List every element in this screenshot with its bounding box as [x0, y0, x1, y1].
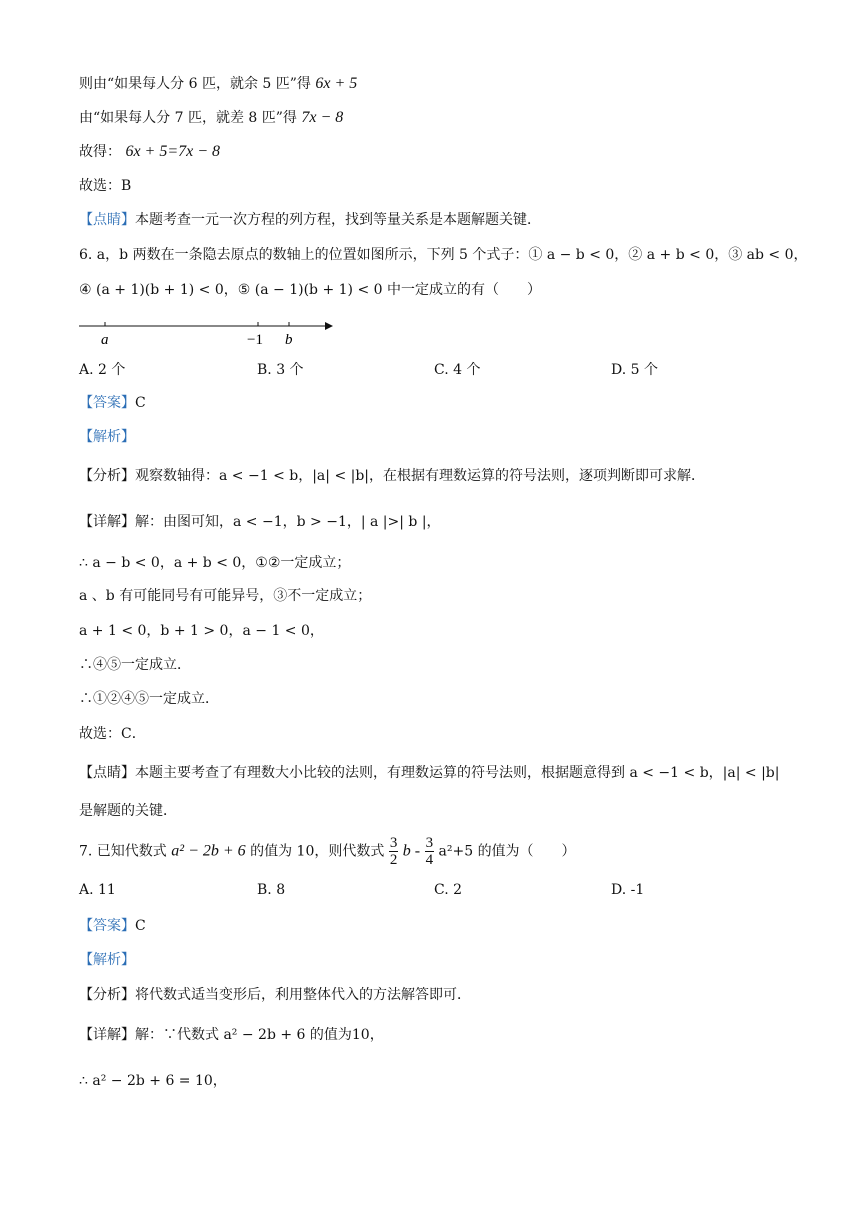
- dianjing-tag: 【点睛】: [79, 765, 135, 781]
- fenxi-line: 【分析】观察数轴得：a < −1 < b，|a| < |b|，在根据有理数运算的符号法则，逐项判断即可求解．: [79, 468, 706, 484]
- choice-line: 故选：C．: [79, 726, 146, 742]
- option-b: B. 8: [257, 882, 286, 898]
- answer-line: 【答案】C: [79, 395, 146, 411]
- step-line: ∴ a² − 2b + 6 = 10，: [79, 1073, 227, 1089]
- math-expression: 7x − 8: [301, 109, 344, 126]
- answer-tag: 【答案】: [79, 395, 135, 411]
- axis-label-a: a: [101, 332, 109, 348]
- option-a: A. 11: [79, 882, 116, 898]
- fenxi-tag: 【分析】: [79, 468, 135, 484]
- dianjing-line: 【点睛】本题考查一元一次方程的列方程，找到等量关系是本题解题关键．: [79, 212, 541, 228]
- fraction: $\frac{3}{2}$: [389, 835, 398, 868]
- option-c: C. 4 个: [434, 362, 481, 378]
- dianjing-line: 【点睛】本题主要考查了有理数大小比较的法则，有理数运算的符号法则，根据题意得到 a < −1 < b，|a| < |b|: [79, 765, 780, 781]
- solution-line: 由“如果每人分 7 匹，就差 8 匹”得 7x − 8: [79, 109, 344, 126]
- question-7-stem: 7. 已知代数式 a² − 2b + 6 的值为 10，则代数式 $\frac{3}{2}$ b - $\frac{3}{4}$ a²+5 的值为（ ）: [79, 835, 576, 868]
- option-d: D. 5 个: [611, 362, 658, 378]
- number-line: [79, 316, 339, 350]
- step-line: a 、b 有可能同号有可能异号，③不一定成立；: [79, 588, 372, 604]
- math-expression: 6x + 5=7x − 8: [125, 143, 221, 160]
- step-line: ∴ a − b < 0，a + b < 0，①②一定成立；: [79, 555, 351, 571]
- xiangjie-line: 【详解】解：∵代数式 a² − 2b + 6 的值为10，: [79, 1027, 384, 1043]
- axis-label-b: b: [285, 332, 293, 348]
- axis-label-minus-one: −1: [247, 332, 263, 348]
- option-b: B. 3 个: [257, 362, 304, 378]
- answer-tag: 【答案】: [79, 918, 135, 934]
- question-6-stem: 6. a，b 两数在一条隐去原点的数轴上的位置如图所示，下列 5 个式子：① a − b < 0，② a + b < 0，③ ab < 0，: [79, 247, 808, 263]
- xiangjie-tag: 【详解】: [79, 1027, 135, 1043]
- xiangjie-tag: 【详解】: [79, 514, 135, 530]
- choice-line: 故选：B: [79, 178, 132, 194]
- step-line: ∴④⑤一定成立．: [79, 657, 191, 673]
- math-expression: 6x + 5: [315, 75, 358, 92]
- math-expression: a² − 2b + 6: [171, 842, 246, 860]
- solution-line: 故得： 6x + 5=7x − 8: [79, 143, 221, 160]
- option-c: C. 2: [434, 882, 463, 898]
- analysis-tag: 【解析】: [79, 952, 135, 968]
- solution-line: 则由“如果每人分 6 匹，就余 5 匹”得 6x + 5: [79, 75, 358, 92]
- option-a: A. 2 个: [79, 362, 126, 378]
- question-6-stem-2: ④ (a + 1)(b + 1) < 0，⑤ (a − 1)(b + 1) < 0 中一定成立的有（ ）: [79, 282, 541, 298]
- xiangjie-line: 【详解】解：由图可知，a < −1，b > −1，| a |>| b |，: [79, 514, 441, 530]
- step-line: a + 1 < 0，b + 1 > 0，a − 1 < 0，: [79, 623, 324, 639]
- fenxi-tag: 【分析】: [79, 987, 135, 1003]
- fenxi-line: 【分析】将代数式适当变形后，利用整体代入的方法解答即可．: [79, 987, 471, 1003]
- dianjing-line-2: 是解题的关键．: [79, 803, 177, 819]
- step-line: ∴①②④⑤一定成立．: [79, 691, 219, 707]
- analysis-tag: 【解析】: [79, 429, 135, 445]
- fraction: $\frac{3}{4}$: [425, 835, 434, 868]
- option-d: D. -1: [611, 882, 645, 898]
- answer-line: 【答案】C: [79, 918, 146, 934]
- dianjing-tag: 【点睛】: [79, 212, 135, 228]
